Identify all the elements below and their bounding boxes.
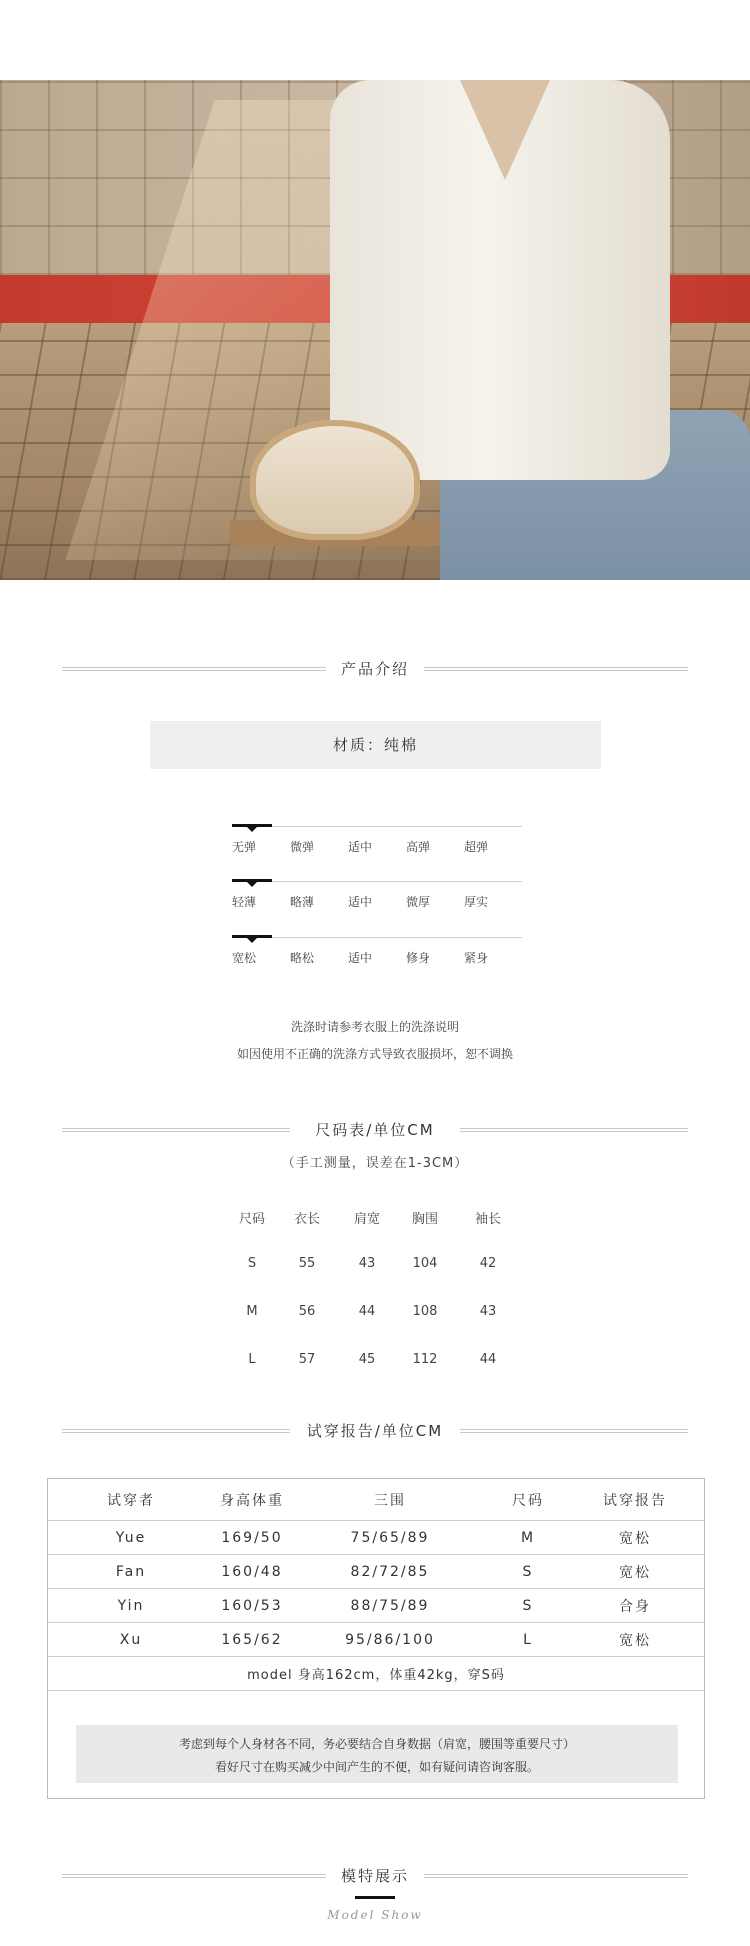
- size-header-cell: 衣长: [293, 1212, 320, 1227]
- scale-option: 超弹: [464, 840, 489, 854]
- report-cell: Fan: [115, 1563, 147, 1580]
- size-cell: 55: [298, 1256, 316, 1271]
- model-show-subtitle: Model Show: [327, 1908, 423, 1922]
- scale-option: 宽松: [232, 951, 257, 965]
- size-table-row: [230, 1352, 522, 1400]
- size-cell: 56: [298, 1304, 316, 1319]
- section-title-model: 模特展示: [340, 1867, 409, 1885]
- report-cell: 宽松: [619, 1632, 651, 1649]
- report-cell: Yin: [117, 1597, 145, 1614]
- report-header-cell: 试穿报告: [603, 1492, 667, 1509]
- scale-option: 轻薄: [232, 895, 257, 909]
- report-row: [48, 1623, 704, 1657]
- scale-pointer-icon: [247, 882, 257, 887]
- report-cell: M: [520, 1529, 536, 1546]
- size-cell: 44: [479, 1352, 497, 1367]
- report-header-cell: 三围: [374, 1492, 406, 1509]
- scale-option: 修身: [406, 951, 431, 965]
- scale-option: 厚实: [464, 895, 489, 909]
- wash-disclaimer: 如因使用不正确的洗涤方式导致衣服损坏，恕不调换: [236, 1047, 513, 1061]
- size-header-cell: 胸围: [411, 1212, 438, 1227]
- report-header-row: [48, 1479, 704, 1521]
- size-cell: 44: [358, 1304, 376, 1319]
- scale-pointer-icon: [247, 938, 257, 943]
- size-table: [230, 1208, 522, 1400]
- report-cell: Yue: [115, 1529, 147, 1546]
- size-cell: 45: [358, 1352, 376, 1367]
- model-info: model 身高162cm，体重42kg，穿S码: [247, 1668, 505, 1683]
- size-cell: 57: [298, 1352, 316, 1367]
- report-cell: 82/72/85: [350, 1563, 430, 1580]
- report-header-cell: 尺码: [512, 1492, 544, 1509]
- size-cell: 108: [412, 1304, 438, 1319]
- size-table-row: [230, 1256, 522, 1304]
- wash-instruction: 洗涤时请参考衣服上的洗涤说明: [290, 1020, 459, 1034]
- advice-line-1: 考虑到每个人身材各不同，务必要结合自身数据（肩宽，腰围等重要尺寸）: [178, 1737, 575, 1751]
- report-cell: 95/86/100: [345, 1631, 435, 1648]
- size-cell: S: [247, 1256, 257, 1271]
- report-header-cell: 试穿者: [107, 1492, 155, 1509]
- report-cell: 169/50: [221, 1529, 283, 1546]
- size-header-cell: 袖长: [474, 1212, 501, 1227]
- size-measure-note: （手工测量，误差在1-3CM）: [281, 1156, 469, 1171]
- report-row: [48, 1555, 704, 1589]
- photo-bag: [250, 420, 420, 540]
- scale-option: 微厚: [406, 895, 431, 909]
- report-cell: L: [523, 1631, 533, 1648]
- report-cell: 宽松: [619, 1530, 651, 1547]
- report-model-row: [48, 1657, 704, 1691]
- scale-option: 适中: [348, 895, 373, 909]
- scale-option: 适中: [348, 840, 373, 854]
- scale-rule: [232, 826, 522, 827]
- scale-option: 无弹: [232, 840, 257, 854]
- section-header-size: [62, 1116, 688, 1144]
- size-cell: 43: [479, 1304, 497, 1319]
- section-title-size: 尺码表/单位CM: [315, 1121, 435, 1139]
- product-photo: [0, 80, 750, 580]
- advice-line-2: 看好尺寸在购买减少中间产生的不便，如有疑问请咨询客服。: [214, 1760, 539, 1774]
- report-cell: 宽松: [619, 1564, 651, 1581]
- size-table-row: [230, 1304, 522, 1352]
- scale-option: 略薄: [290, 895, 315, 909]
- size-cell: 43: [358, 1256, 376, 1271]
- section-header-intro: [62, 655, 688, 683]
- size-header-cell: 尺码: [238, 1212, 265, 1227]
- section-title-fitting: 试穿报告/单位CM: [306, 1422, 444, 1440]
- size-table-header: [230, 1208, 522, 1256]
- report-cell: S: [522, 1563, 534, 1580]
- thickness-scale: [232, 881, 522, 921]
- scale-option: 略松: [290, 951, 315, 965]
- report-cell: 160/48: [221, 1563, 283, 1580]
- scale-option: 微弹: [290, 840, 315, 854]
- size-header-cell: 肩宽: [353, 1212, 380, 1227]
- fitting-advice-box: [76, 1725, 678, 1783]
- elasticity-scale: [232, 826, 522, 866]
- report-cell: 合身: [619, 1598, 651, 1615]
- size-cell: M: [246, 1304, 258, 1319]
- report-cell: 160/53: [221, 1597, 283, 1614]
- size-cell: 42: [479, 1256, 497, 1271]
- scale-option: 适中: [348, 951, 373, 965]
- scale-rule: [232, 881, 522, 882]
- title-underbar: [355, 1896, 395, 1899]
- report-row: [48, 1521, 704, 1555]
- report-cell: Xu: [119, 1631, 143, 1648]
- fit-scale: [232, 937, 522, 977]
- section-header-fitting: [62, 1417, 688, 1445]
- size-cell: 112: [412, 1352, 438, 1367]
- size-cell: L: [248, 1352, 256, 1367]
- section-header-model: [62, 1862, 688, 1890]
- report-cell: S: [522, 1597, 534, 1614]
- scale-rule: [232, 937, 522, 938]
- report-row: [48, 1589, 704, 1623]
- scale-pointer-icon: [247, 827, 257, 832]
- report-cell: 88/75/89: [350, 1597, 430, 1614]
- scale-option: 紧身: [464, 951, 489, 965]
- report-cell: 165/62: [221, 1631, 283, 1648]
- material-label: 材质：纯棉: [150, 721, 601, 769]
- fitting-report-table: [47, 1478, 705, 1799]
- report-cell: 75/65/89: [350, 1529, 430, 1546]
- size-cell: 104: [412, 1256, 438, 1271]
- report-header-cell: 身高体重: [220, 1492, 284, 1509]
- scale-option: 高弹: [406, 840, 431, 854]
- section-title-intro: 产品介绍: [340, 660, 409, 678]
